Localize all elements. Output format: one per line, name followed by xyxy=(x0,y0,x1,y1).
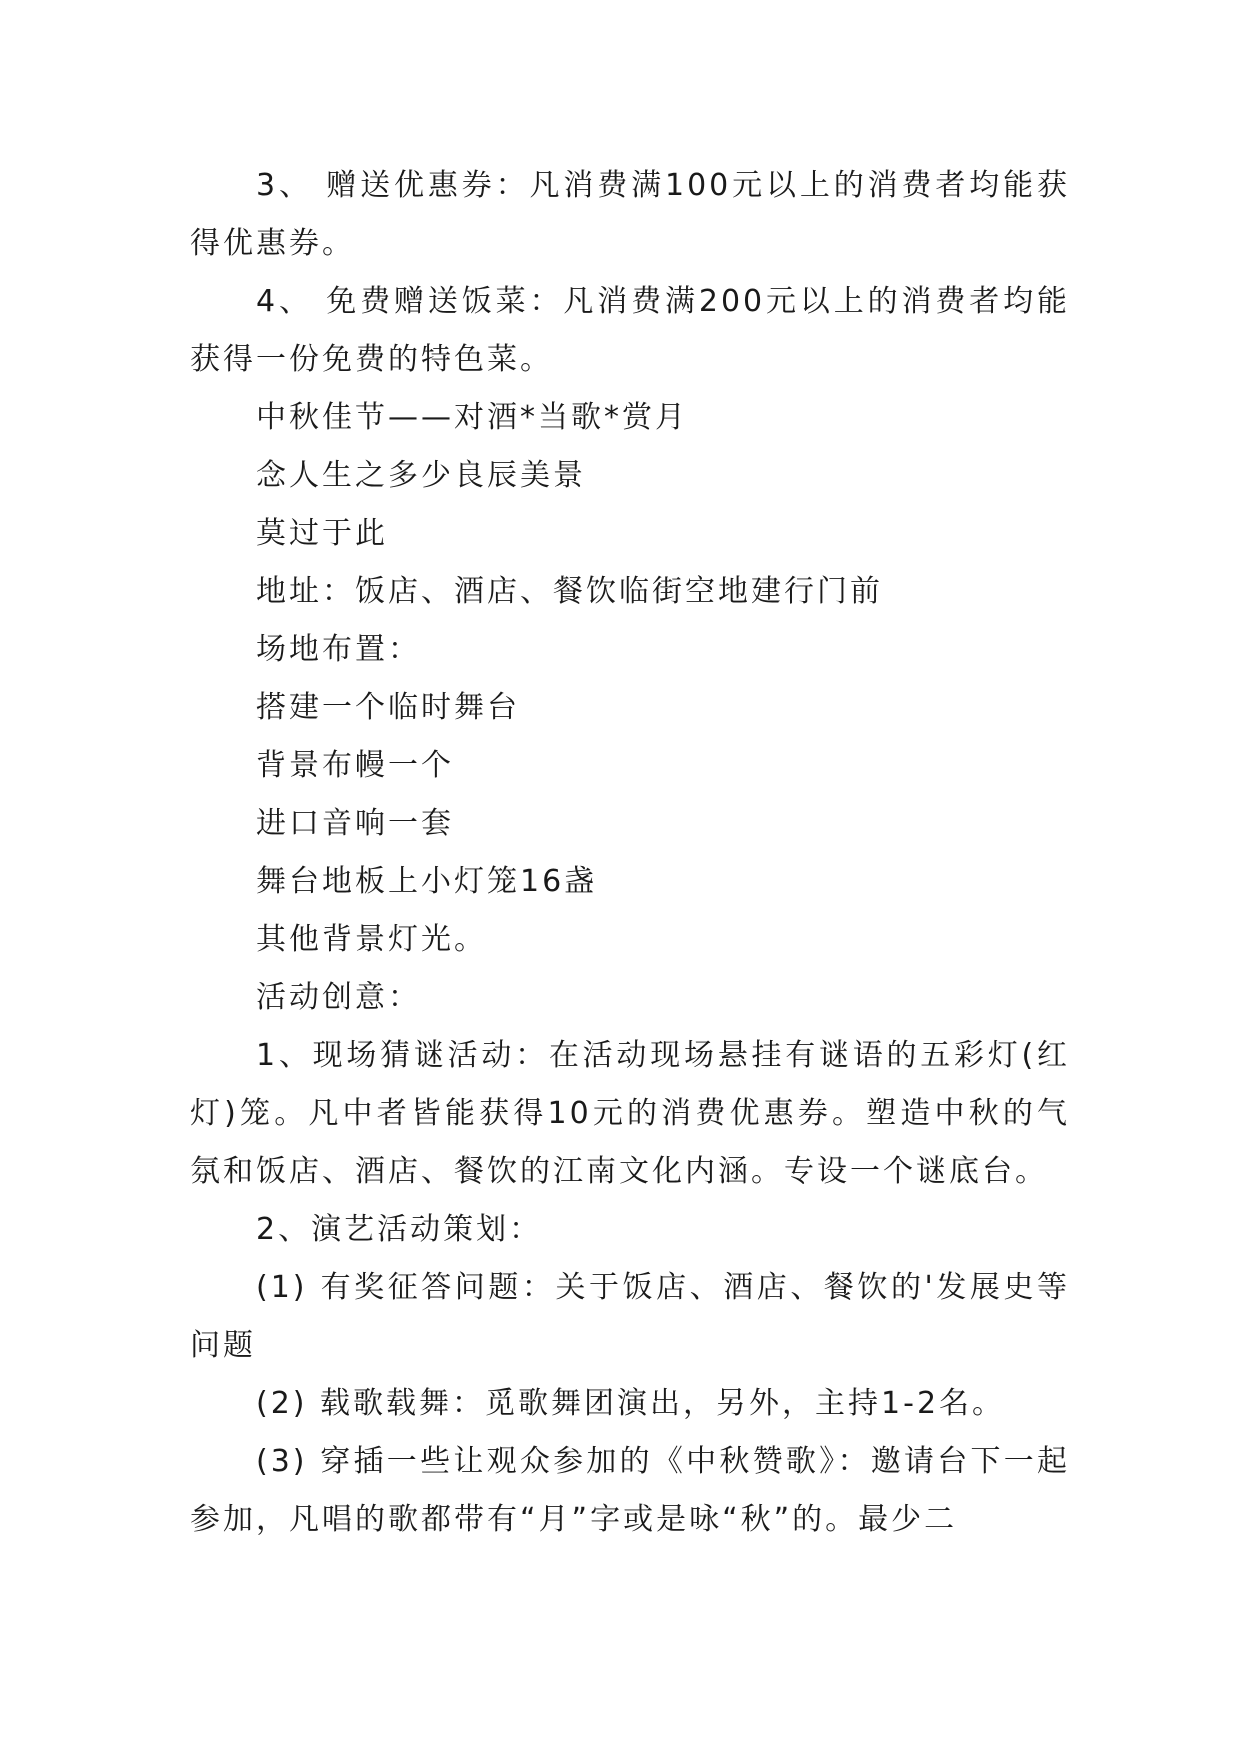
paragraph-venue-heading: 场地布置： xyxy=(256,632,421,667)
paragraph-quiz: (1) 有奖征答问题：关于饭店、酒店、餐饮的'发展史等问题 xyxy=(190,1270,1070,1363)
paragraph-venue-stage: 搭建一个临时舞台 xyxy=(256,690,520,725)
paragraph-riddle-activity: 1、现场猜谜活动：在活动现场悬挂有谜语的五彩灯(红灯)笼。凡中者皆能获得10元的消费优惠券。塑造中秋的气氛和饭店、酒店、餐饮的江南文化内涵。专设一个谜底台。 xyxy=(190,1038,1070,1189)
paragraph-slogan-line-3: 莫过于此 xyxy=(256,516,388,551)
document-body xyxy=(190,157,1070,1549)
paragraph-free-dish: 4、 免费赠送饭菜：凡消费满200元以上的消费者均能获得一份免费的特色菜。 xyxy=(190,284,1070,377)
paragraph-slogan-line-2: 念人生之多少良辰美景 xyxy=(256,458,586,493)
paragraph-slogan: 中秋佳节——对酒*当歌*赏月 xyxy=(256,400,688,435)
paragraph-venue-backdrop: 背景布幔一个 xyxy=(256,748,454,783)
paragraph-address: 地址：饭店、酒店、餐饮临街空地建行门前 xyxy=(256,574,883,609)
paragraph-audience-songs: (3) 穿插一些让观众参加的《中秋赞歌》：邀请台下一起参加，凡唱的歌都带有“月”字或是咏“秋”的。最少二 xyxy=(190,1444,1070,1537)
paragraph-coupon: 3、 赠送优惠券：凡消费满100元以上的消费者均能获得优惠券。 xyxy=(190,168,1070,261)
paragraph-venue-audio: 进口音响一套 xyxy=(256,806,454,841)
paragraph-venue-lanterns: 舞台地板上小灯笼16盏 xyxy=(256,864,598,899)
paragraph-ideas-heading: 活动创意： xyxy=(256,980,421,1015)
paragraph-venue-lighting: 其他背景灯光。 xyxy=(256,922,487,957)
paragraph-performance-heading: 2、演艺活动策划： xyxy=(256,1212,543,1247)
paragraph-song-dance: (2) 载歌载舞：觅歌舞团演出，另外，主持1-2名。 xyxy=(256,1386,1006,1421)
